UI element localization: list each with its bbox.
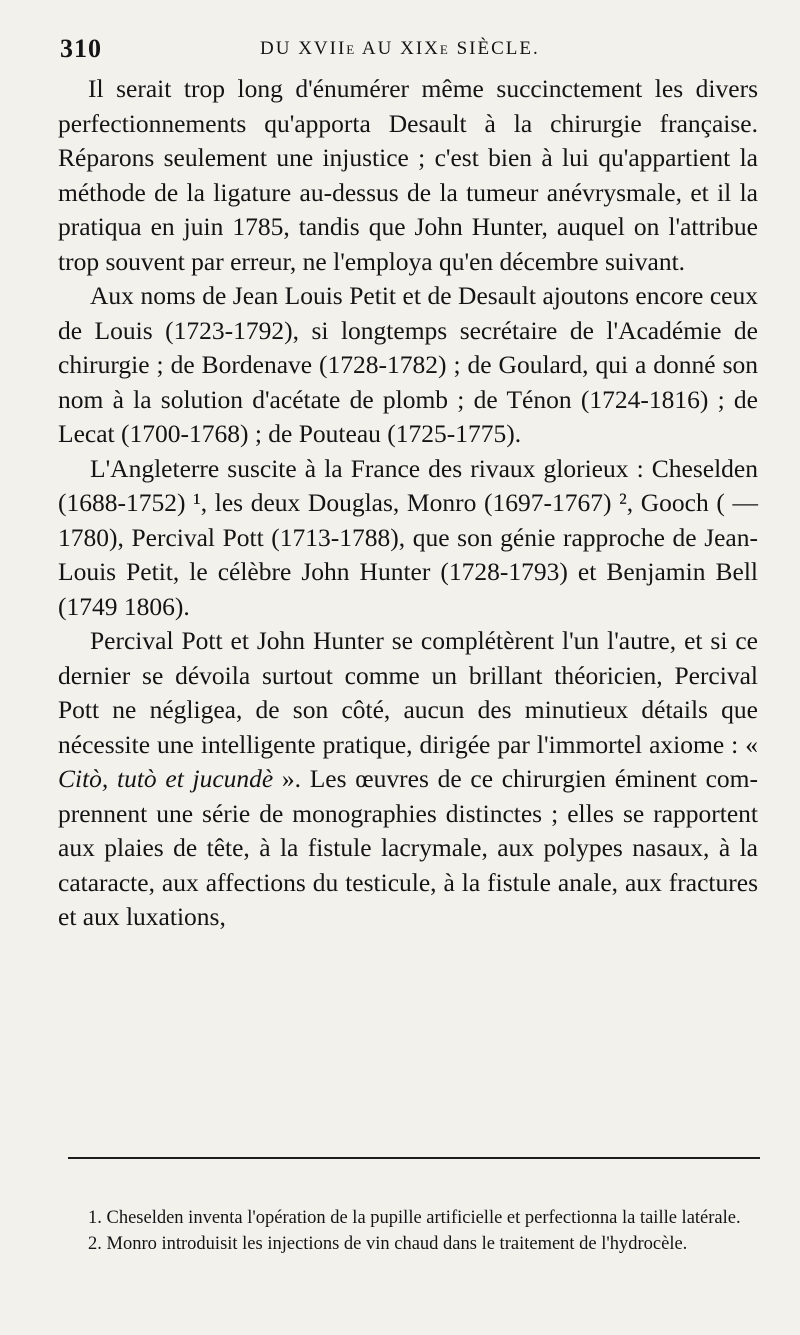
running-title: DU XVIIe AU XIXe SIÈCLE.	[260, 38, 540, 59]
footnote-2: 2. Monro introduisit les injections de vin chaud dans le traitement de l'hydrocèle.	[88, 1234, 688, 1254]
paragraph-english-rivals: L'Angleterre suscite à la France des rivaux glorieux : Cheselden (1688-1752) ¹, les deux Douglas, Monro (1697-1767) ², Gooch ( — 1780), Percival Pott (1713-1788), que son génie rapproche de Jean-Louis Petit, le célèbre John Hunter (1728-1793) et Benjamin Bell (1749 1806).	[58, 453, 758, 621]
page-number: 310	[60, 34, 102, 63]
latin-axiom: Citò, tutò et jucundè	[58, 764, 274, 793]
paragraph-text-end: ». Les œuvres de ce chirurgien éminent comprennent une série de monographies distinctes ; elles se rapportent aux plaies de tête, à la fistule lacrymale, aux polypes nasaux, à la cataracte, aux affections du testicule, à la fistule anale, aux fractures et aux luxations,	[58, 764, 758, 931]
body-text	[58, 72, 758, 935]
page-header	[60, 30, 760, 66]
footnotes	[68, 1205, 766, 1257]
footnote-divider	[68, 1157, 760, 1159]
footnote-1: 1. Cheselden inventa l'opération de la pupille artificielle et perfectionna la taille latérale.	[88, 1208, 741, 1228]
paragraph-desault: Il serait trop long d'énumérer même succinctement les divers perfectionnements qu'apporta Desault à la chirurgie française. Réparons seulement une injustice ; c'est bien à lui qu'appartient la méthode de la ligature au-dessus de la tumeur anévrysmale, et il la pratiqua en juin 1785, tandis que John Hunter, auquel on l'attribue trop souvent par erreur, ne l'employa qu'en décembre suivant.	[58, 74, 758, 276]
paragraph-text-start: Percival Pott et John Hunter se complétèrent l'un l'autre, et si ce dernier se dévoila surtout comme un brillant théoricien, Percival Pott ne négligea, de son côté, aucun des minutieux détails que nécessite une intelligente pratique, dirigée par l'immortel axiome : «	[58, 626, 758, 759]
paragraph-pott-hunter	[58, 624, 758, 935]
paragraph-french-surgeons: Aux noms de Jean Louis Petit et de Desault ajoutons encore ceux de Louis (1723-1792), si longtemps secrétaire de l'Académie de chirurgie ; de Bordenave (1728-1782) ; de Goulard, qui a donné son nom à la solution d'acétate de plomb ; de Ténon (1724-1816) ; de Lecat (1700-1768) ; de Pouteau (1725-1775).	[58, 281, 758, 448]
